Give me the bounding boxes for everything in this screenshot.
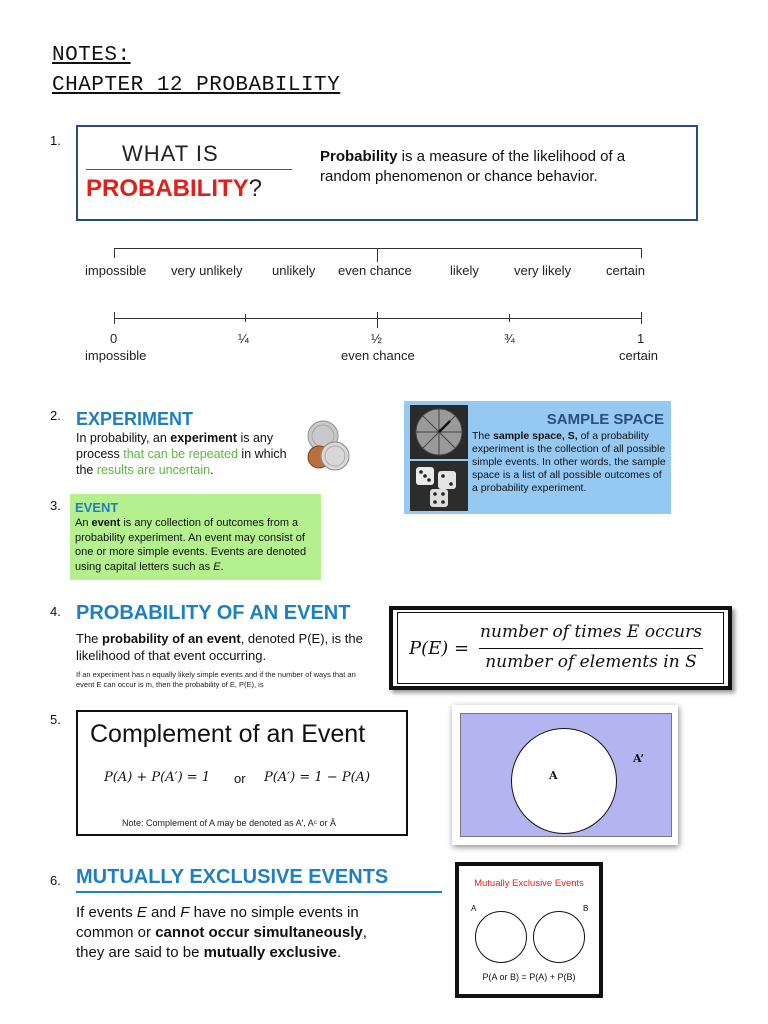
complement-venn-universe <box>460 713 672 837</box>
probability-definition: Probability is a measure of the likelihood of a random phenomenon or chance behavior. <box>320 148 626 185</box>
scale-label-unlikely: unlikely <box>272 263 316 278</box>
scale-value-0: 0 <box>110 331 118 346</box>
experiment-definition: In probability, an experiment is any process that can be repeated in which the results are uncertain. <box>76 431 287 477</box>
figure-title: Mutually Exclusive Events <box>474 878 584 889</box>
scale-tick <box>641 312 642 324</box>
scale2-label-certain: certain <box>619 348 659 363</box>
venn-label-a: A <box>549 769 558 782</box>
formula-numerator: number of times E occurs <box>480 622 702 642</box>
section-number-5: 5. <box>50 712 61 727</box>
probability-definition-box <box>76 125 698 221</box>
coins-icon <box>302 418 354 474</box>
scale-label-very-unlikely: very unlikely <box>171 263 243 278</box>
scale-value-half: ½ <box>371 331 382 346</box>
venn-circle-a <box>475 911 527 963</box>
scale-tick <box>377 248 378 262</box>
spinner-icon <box>410 405 468 459</box>
event-box <box>70 494 321 580</box>
scale-tick <box>509 314 510 322</box>
scale-label-very-likely: very likely <box>514 263 572 278</box>
scale-label-certain: certain <box>606 263 646 278</box>
equally-likely-note: If an experiment has n equally likely simple events and if the number of ways that an event E can occur is m, then the probability of E, P(E), is <box>76 670 356 689</box>
venn-label-a-prime: A’ <box>633 752 645 765</box>
figure-label-b: B <box>583 904 589 913</box>
complement-venn-frame <box>452 705 678 845</box>
scale-label-impossible: impossible <box>85 263 147 278</box>
scale-tick <box>377 312 378 328</box>
figure-label-a: A <box>471 904 477 913</box>
probability-word: PROBABILITY? <box>86 175 263 202</box>
chapter-title: CHAPTER 12 PROBABILITY <box>52 74 341 97</box>
scale-value-quarter: ¼ <box>238 331 249 346</box>
sample-space-title: SAMPLE SPACE <box>546 411 664 428</box>
formula-lhs: P(E) = <box>409 638 470 659</box>
notes-heading: NOTES: <box>52 44 131 67</box>
numeric-scale-line <box>114 318 642 319</box>
experiment-title: EXPERIMENT <box>76 409 194 429</box>
complement-formula-b: P(A′) = 1 − P(A) <box>264 770 371 785</box>
complement-venn-set-a <box>511 728 617 834</box>
scale-tick <box>114 248 115 258</box>
what-is-text: WHAT IS <box>122 141 219 166</box>
complement-box <box>76 710 408 836</box>
event-definition: An event is any collection of outcomes from a probability experiment. An event may consist of one or more simple events. Events are denoted using capital letters such as E. <box>75 517 307 573</box>
scale2-label-even-chance: even chance <box>341 348 415 363</box>
scale-tick <box>641 248 642 258</box>
divider <box>86 169 292 170</box>
event-title: EVENT <box>75 500 119 515</box>
sample-space-box <box>404 401 671 514</box>
section-number-4: 4. <box>50 604 61 619</box>
complement-note: Note: Complement of A may be denoted as A′, Aᶜ or Ā <box>122 818 336 828</box>
scale-value-1: 1 <box>637 331 645 346</box>
dice-icon <box>410 461 468 511</box>
mutually-exclusive-definition: If events E and F have no simple events in common or cannot occur simultaneously, they are said to be mutually exclusive. <box>76 904 367 961</box>
probability-formula-box <box>389 606 732 690</box>
likelihood-scale-line <box>114 248 642 249</box>
venn-circle-b <box>533 911 585 963</box>
fraction-bar <box>479 648 703 649</box>
scale2-label-impossible: impossible <box>85 348 147 363</box>
complement-title: Complement of an Event <box>90 720 366 748</box>
section-number-2: 2. <box>50 408 61 423</box>
figure-formula: P(A or B) = P(A) + P(B) <box>482 972 576 982</box>
scale-label-even-chance: even chance <box>338 263 412 278</box>
scale-value-three-quarters: ¾ <box>504 331 515 346</box>
mutually-exclusive-figure <box>455 862 603 998</box>
scale-tick <box>245 314 246 322</box>
complement-formula-a: P(A) + P(A′) = 1 <box>104 770 211 785</box>
complement-or: or <box>234 771 246 786</box>
title-underline <box>76 891 442 893</box>
section-number-6: 6. <box>50 873 61 888</box>
scale-label-likely: likely <box>450 263 479 278</box>
sample-space-definition: The sample space, S, of a probability experiment is the collection of all possible simple events. In other words, the sample space is a list of all possible outcomes of a probability experiment. <box>472 430 666 494</box>
section-number-3: 3. <box>50 498 61 513</box>
scale-tick <box>114 312 115 324</box>
section-number-1: 1. <box>50 133 61 148</box>
probability-of-event-definition: The probability of an event, denoted P(E), is the likelihood of that event occurring. <box>76 631 363 663</box>
formula-denominator: number of elements in S <box>485 652 697 672</box>
probability-of-event-title: PROBABILITY OF AN EVENT <box>76 602 351 624</box>
mutually-exclusive-title: MUTUALLY EXCLUSIVE EVENTS <box>76 866 389 888</box>
